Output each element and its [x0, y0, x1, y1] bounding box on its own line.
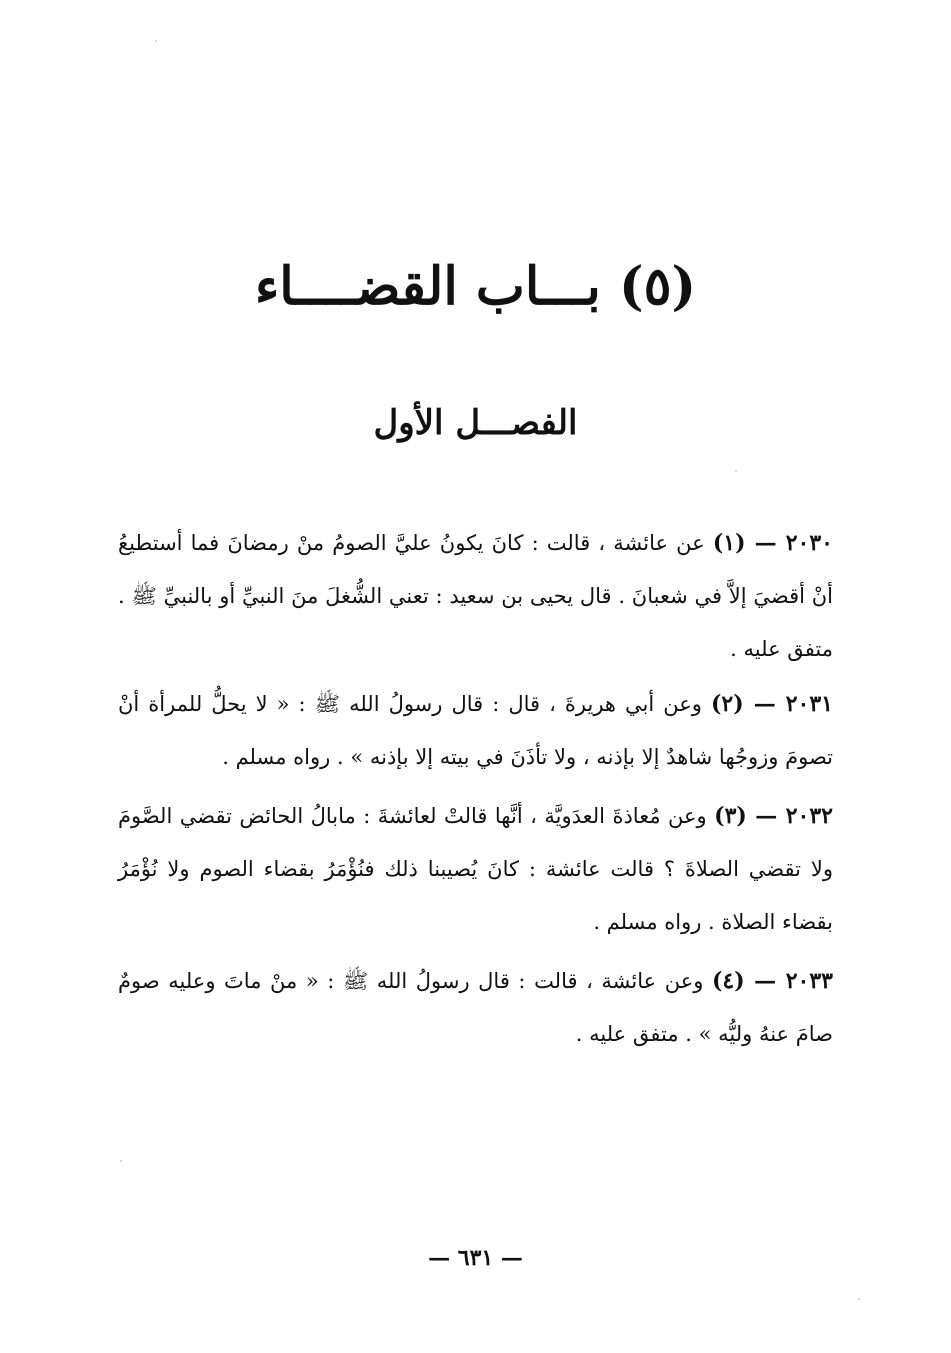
- hadith-paragraph: [118, 955, 833, 1061]
- section-title: الفصـــل الأول: [373, 403, 578, 443]
- hadith-number: ٢٠٣٢ — (٣): [714, 803, 833, 829]
- chapter-title: (٥) بـــاب القضــــاء: [254, 256, 697, 317]
- hadith-text: وعن مُعاذةَ العدَويَّة ، أنَّها قالتْ لعائشةَ : مابالُ الحائض تقضي الصَّومَ ولا تقضي الصلاةَ ؟ قالت عائشة : كانَ يُصيبنا ذلك فنُؤْمَرُ بقضاء الصوم ولا نُؤْمَرُ بقضاء الصلاة . رواه مسلم .: [118, 804, 833, 934]
- scan-speck: [155, 40, 157, 42]
- hadith-text: وعن أبي هريرةَ ، قال : قال رسولُ الله ﷺ : « لا يحلُّ للمرأة أنْ تصومَ وزوجُها شاهدٌ إلا بإذنه ، ولا تأذَنَ في بيته إلا بإذنه » . رواه مسلم .: [118, 692, 833, 769]
- hadith-number: ٢٠٣٣ — (٤): [711, 968, 833, 994]
- page-number: — ٦٣١ —: [428, 1245, 523, 1271]
- scan-speck: [858, 1298, 860, 1300]
- hadith-paragraph: [118, 517, 833, 676]
- hadith-text: وعن عائشة ، قالت : قال رسولُ الله ﷺ : « منْ ماتَ وعليه صومٌ صامَ عنهُ وليُّه » . متفق عليه .: [118, 969, 833, 1046]
- hadith-paragraph: [118, 678, 833, 784]
- scan-speck: [735, 470, 737, 472]
- hadith-number: ٢٠٣١ — (٢): [711, 691, 833, 717]
- hadith-paragraph: [118, 790, 833, 949]
- hadith-number: ٢٠٣٠ — (١): [712, 530, 833, 556]
- scan-speck: [120, 1160, 122, 1162]
- hadith-text: عن عائشة ، قالت : كانَ يكونُ عليَّ الصومُ منْ رمضانَ فما أستطيعُ أنْ أقضيَ إلاَّ في شعبانَ . قال يحيى بن سعيد : تعني الشُّغلَ منَ النبيِّ أو بالنبيِّ ﷺ . متفق عليه .: [118, 531, 833, 661]
